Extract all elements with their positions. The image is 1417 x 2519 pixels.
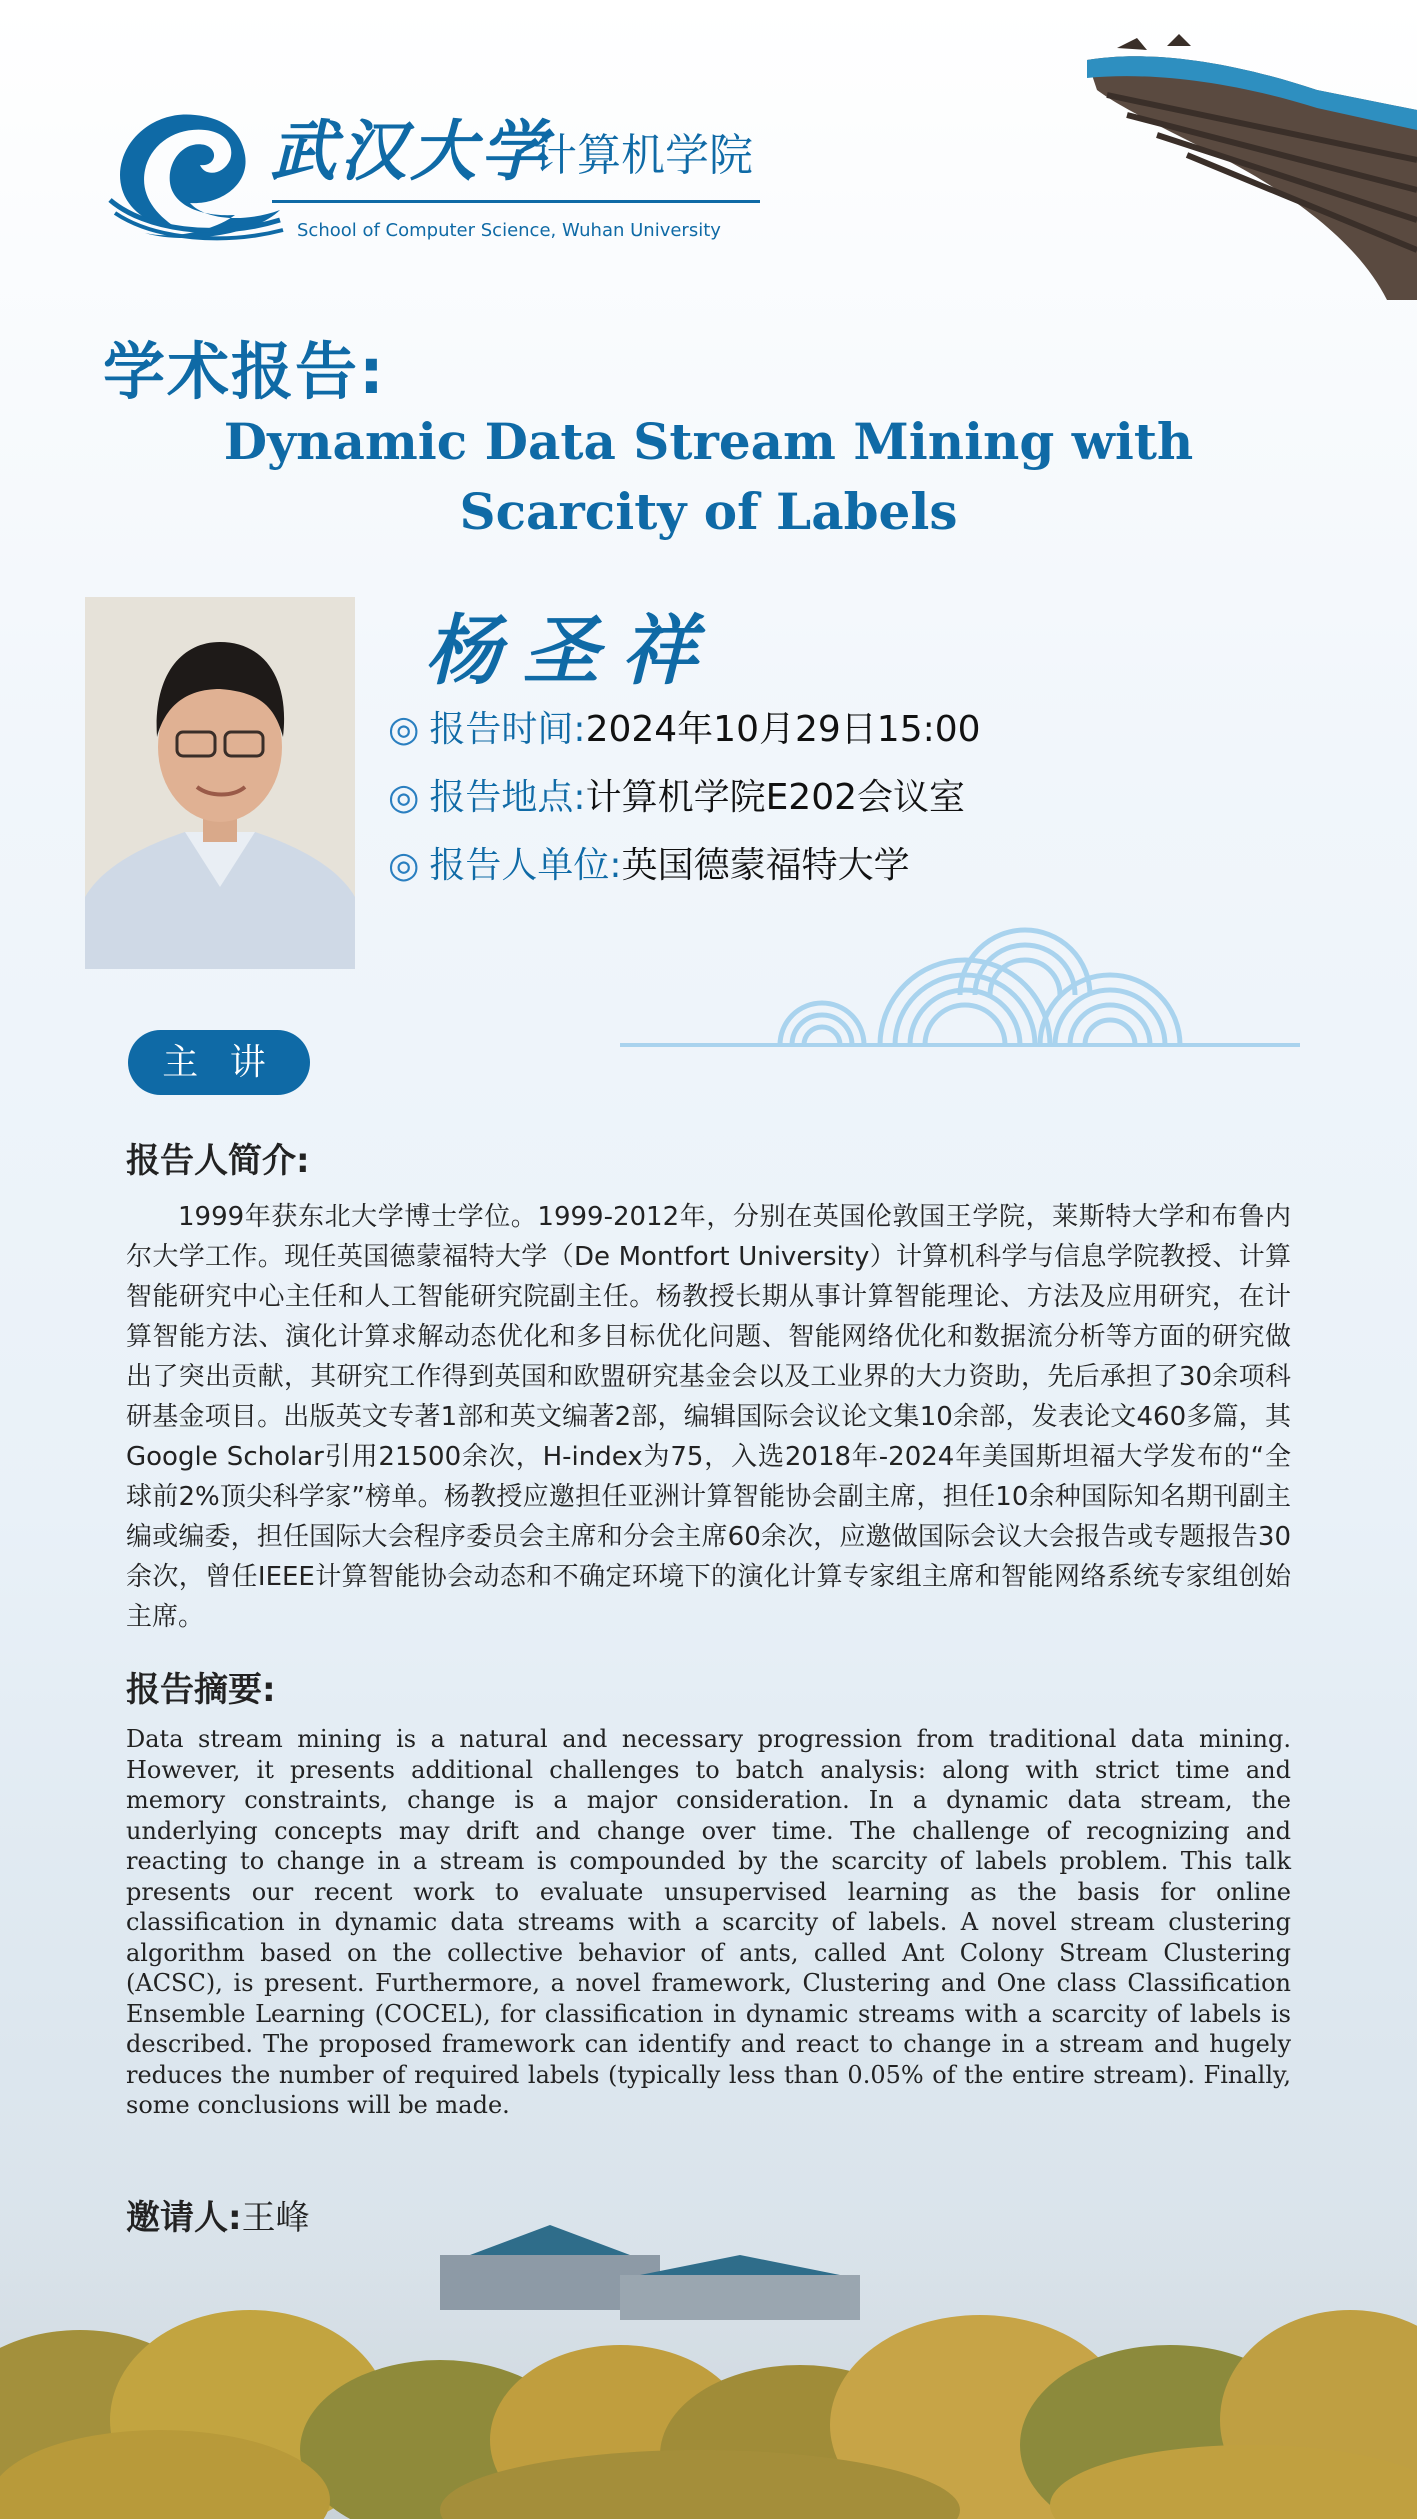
time-value: 2024年10月29日15:00 bbox=[585, 709, 981, 750]
abstract-text: Data stream mining is a natural and necessary progression from traditional data mining. However, it presents additional challenges to batch analysis: along with strict time and memory constraints, change is a major consideration. In a dynamic data stream, the underlying concepts may drift and change over time. The challenge of recognizing and reacting to change in a stream is compounded by the scarcity of labels problem. This talk presents our recent work to evaluate unsupervised learning as the basis for online classification in dynamic data streams with a scarcity of labels. A novel stream clustering algorithm based on the collective behavior of ants, called Ant Colony Stream Clustering (ACSC), is present. Furthermore, a novel framework, Clustering and One class Classification Ensemble Learning (COCEL), for classification in dynamic streams with a scarcity of labels is described. The proposed framework can identify and react to change in a stream and hugely reduces the number of required labels (typically less than 0.05% of the entire stream). Finally, some conclusions will be made. bbox=[126, 1725, 1291, 2119]
inviter-label: 邀请人: bbox=[126, 2198, 242, 2238]
bullet-icon: ◎ bbox=[388, 777, 420, 818]
abstract-heading: 报告摘要: bbox=[126, 1670, 276, 1710]
speaker-badge: 主 讲 bbox=[128, 1030, 310, 1095]
talk-title-line-2: Scarcity of Labels bbox=[459, 482, 958, 541]
speaker-portrait-icon bbox=[85, 597, 355, 969]
report-label: 学术报告: bbox=[103, 335, 386, 408]
talk-title-line-1: Dynamic Data Stream Mining with bbox=[223, 412, 1194, 471]
unit-label: 报告人单位: bbox=[429, 845, 622, 886]
talk-title bbox=[150, 407, 1267, 547]
inviter bbox=[126, 2190, 310, 2239]
roof-eave-decoration bbox=[1087, 20, 1417, 300]
info-time-row bbox=[388, 709, 981, 750]
bio-heading: 报告人简介: bbox=[126, 1141, 310, 1181]
unit-value: 英国德蒙福特大学 bbox=[621, 845, 910, 886]
info-place-row bbox=[388, 777, 966, 818]
speaker-photo bbox=[85, 597, 355, 969]
speaker-name: 杨圣祥 bbox=[425, 606, 719, 695]
logo-school-name: 计算机学院 bbox=[533, 130, 753, 181]
place-value: 计算机学院E202会议室 bbox=[585, 777, 966, 818]
time-label: 报告时间: bbox=[429, 709, 586, 750]
bio-text: 1999年获东北大学博士学位。1999-2012年，分别在英国伦敦国王学院，莱斯特大学和布鲁内尔大学工作。现任英国德蒙福特大学（De Montfort University）计算机科学与信息学院教授、计算智能研究中心主任和人工智能研究院副主任。杨教授长期从事计算智能理论、方法及应用研究，在计算智能方法、演化计算求解动态优化和多目标优化问题、智能网络优化和数据流分析等方面的研究做出了突出贡献，其研究工作得到英国和欧盟研究基金会以及工业界的大力资助，先后承担了30余项科研基金项目。出版英文专著1部和英文编著2部，编辑国际会议论文集10余部，发表论文460多篇，其Google Scholar引用21500余次，H-index为75，入选2018年-2024年美国斯坦福大学发布的“全球前2%顶尖科学家”榜单。杨教授应邀担任亚洲计算智能协会副主席，担任10余种国际知名期刊副主编或编委，担任国际大会程序委员会主席和分会主席60余次，应邀做国际会议大会报告或专题报告30余次，曾任IEEE计算智能协会动态和不确定环境下的演化计算专家组主席和智能网络系统专家组创始主席。 bbox=[126, 1202, 1291, 1632]
place-label: 报告地点: bbox=[429, 777, 586, 818]
info-unit-row bbox=[388, 845, 910, 886]
bullet-icon: ◎ bbox=[388, 709, 420, 750]
logo-university-name: 武汉大学 bbox=[270, 112, 550, 190]
university-logo-icon bbox=[105, 105, 285, 245]
bullet-icon: ◎ bbox=[388, 845, 420, 886]
campus-scenery-image bbox=[0, 2200, 1417, 2519]
cloud-arcs-decoration bbox=[620, 925, 1300, 1050]
logo-english-name: School of Computer Science, Wuhan University bbox=[297, 220, 721, 241]
logo-divider bbox=[272, 200, 760, 203]
inviter-name: 王峰 bbox=[241, 2198, 310, 2238]
